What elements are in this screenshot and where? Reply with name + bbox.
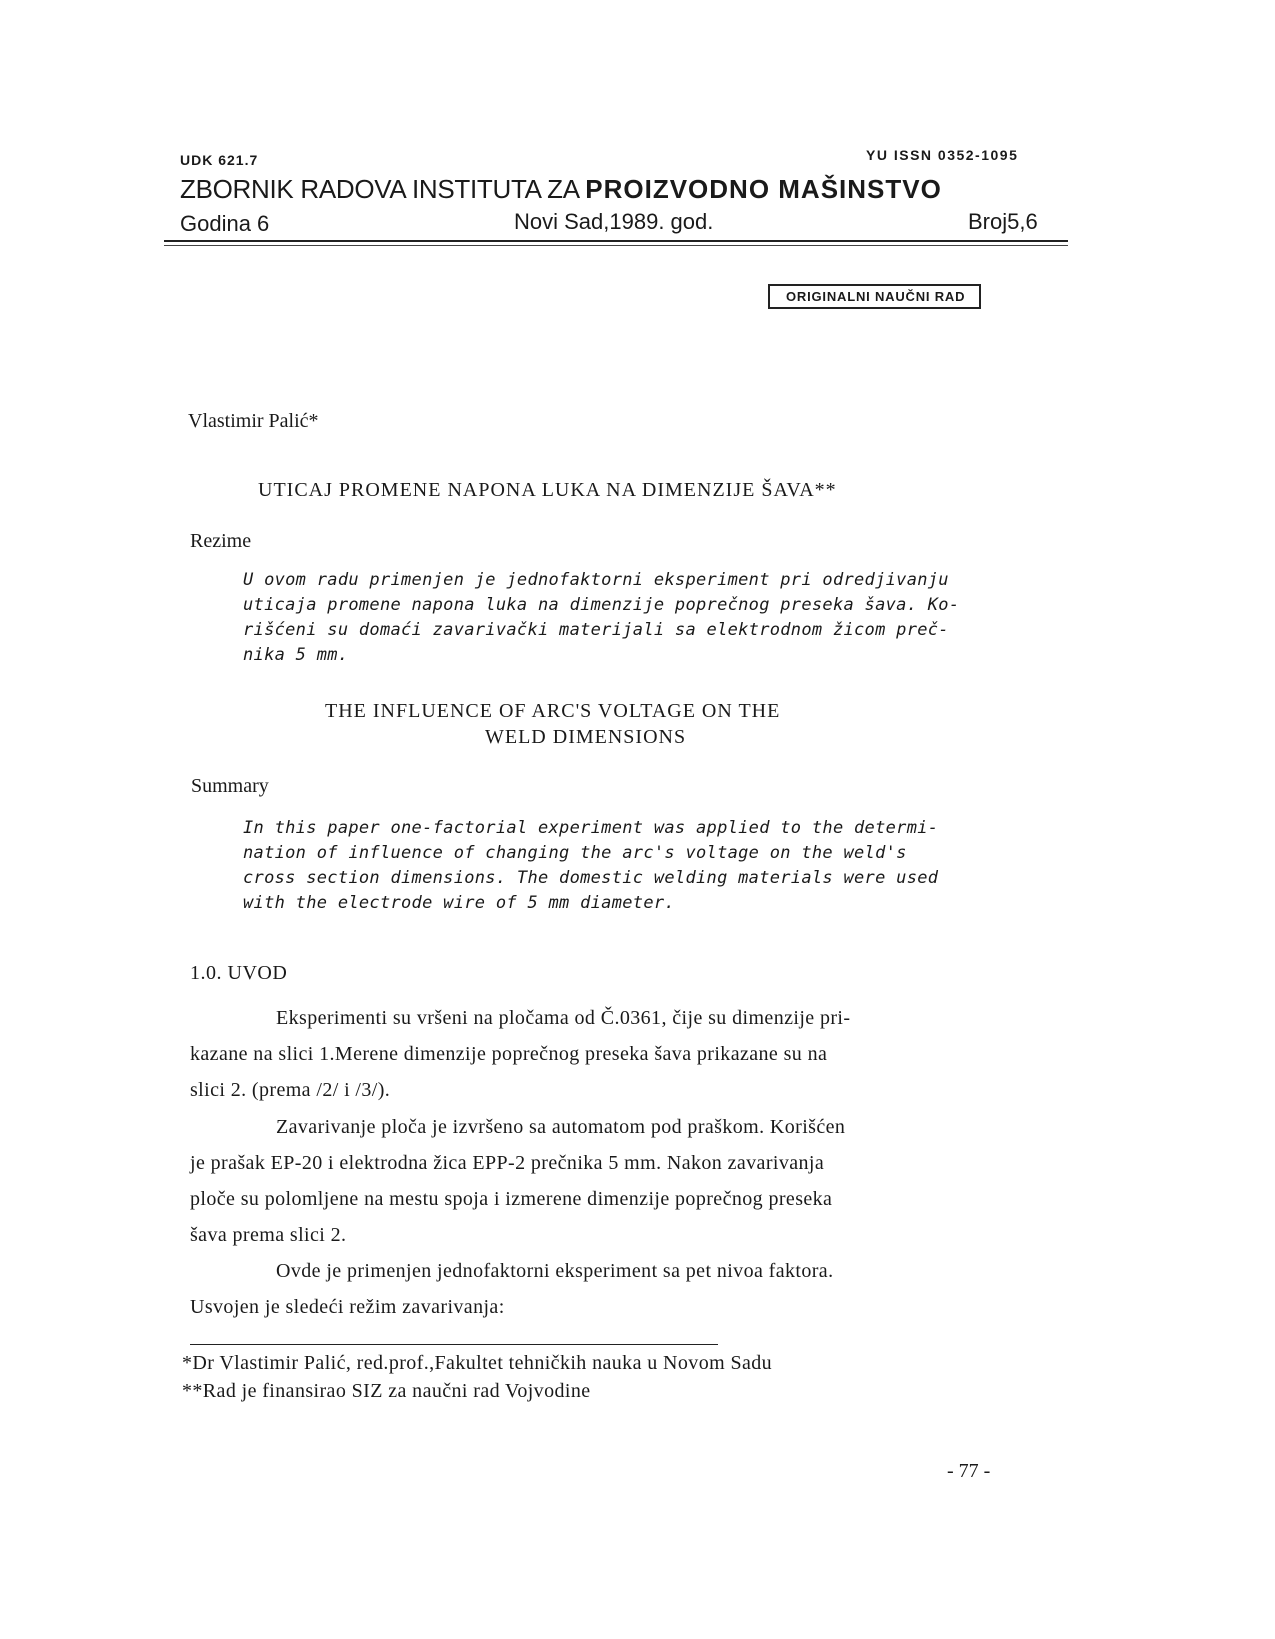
abstract-serbian <box>243 568 959 668</box>
body-line: Zavarivanje ploča je izvršeno sa automatom pod praškom. Korišćen <box>276 1116 846 1138</box>
abstract-line: In this paper one-factorial experiment was applied to the determi- <box>243 818 939 838</box>
title-english-line1: THE INFLUENCE OF ARC'S VOLTAGE ON THE <box>325 700 781 722</box>
journal-title-bold: PROIZVODNO MAŠINSTVO <box>585 174 942 204</box>
journal-issue: Broj5,6 <box>968 209 1038 234</box>
body-line: slici 2. (prema /2/ i /3/). <box>190 1079 391 1101</box>
author-name: Vlastimir Palić* <box>188 410 319 432</box>
rezime-heading: Rezime <box>190 530 252 552</box>
paper-type-label: ORIGINALNI NAUČNI RAD <box>768 284 981 309</box>
title-english-line2: WELD DIMENSIONS <box>485 726 687 748</box>
summary-heading: Summary <box>191 775 269 797</box>
page-number: - 77 - <box>947 1460 991 1482</box>
abstract-line: with the electrode wire of 5 mm diameter. <box>243 893 675 913</box>
body-line: ploče su polomljene na mestu spoja i izmerene dimenzije poprečnog preseka <box>190 1188 833 1210</box>
body-line: Usvojen je sledeći režim zavarivanja: <box>190 1296 505 1318</box>
body-line: Eksperimenti su vršeni na pločama od Č.0361, čije su dimenzije pri- <box>276 1007 851 1029</box>
abstract-english <box>243 816 938 916</box>
body-line: šava prema slici 2. <box>190 1224 347 1246</box>
section-heading: 1.0. UVOD <box>190 962 288 984</box>
journal-title <box>180 174 942 205</box>
body-line: je prašak EP-20 i elektrodna žica EPP-2 prečnika 5 mm. Nakon zavarivanja <box>190 1152 825 1174</box>
footnote-rule <box>190 1344 718 1345</box>
abstract-line: nika 5 mm. <box>243 645 349 665</box>
abstract-line: nation of influence of changing the arc's voltage on the weld's <box>243 843 907 863</box>
header-rule-thin <box>164 245 1068 246</box>
header-rule <box>164 240 1068 242</box>
footnote-funding: **Rad je finansirao SIZ za naučni rad Vojvodine <box>182 1380 591 1402</box>
abstract-line: rišćeni su domaći zavarivački materijali sa elektrodnom žicom preč- <box>243 620 949 640</box>
issn-code: YU ISSN 0352-1095 <box>866 147 1019 163</box>
udk-code: UDK 621.7 <box>180 152 259 168</box>
title-serbian: UTICAJ PROMENE NAPONA LUKA NA DIMENZIJE ŠAVA** <box>258 479 837 501</box>
journal-title-prefix: ZBORNIK RADOVA INSTITUTA ZA <box>180 174 579 204</box>
journal-place-date: Novi Sad,1989. god. <box>514 209 714 234</box>
abstract-line: cross section dimensions. The domestic welding materials were used <box>243 868 939 888</box>
body-line: Ovde je primenjen jednofaktorni eksperiment sa pet nivoa faktora. <box>276 1260 834 1282</box>
abstract-line: U ovom radu primenjen je jednofaktorni eksperiment pri odredjivanju <box>243 570 949 590</box>
abstract-line: uticaja promene napona luka na dimenzije poprečnog preseka šava. Ko- <box>243 595 960 615</box>
journal-year: Godina 6 <box>180 211 270 236</box>
body-line: kazane na slici 1.Merene dimenzije poprečnog preseka šava prikazane su na <box>190 1043 828 1065</box>
footnote-author: *Dr Vlastimir Palić, red.prof.,Fakultet tehničkih nauka u Novom Sadu <box>182 1352 773 1374</box>
